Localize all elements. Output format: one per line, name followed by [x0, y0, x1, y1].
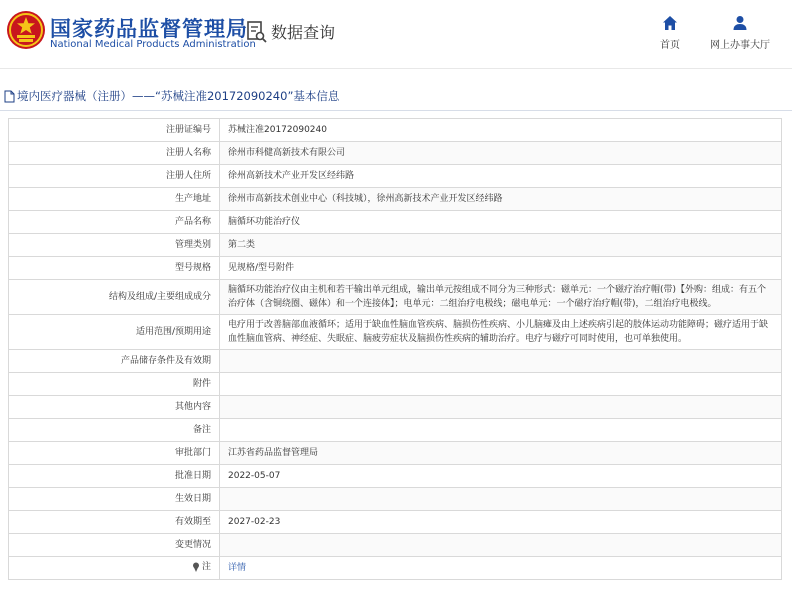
- note-label-cell: [9, 557, 220, 580]
- field-value: [220, 396, 782, 419]
- note-value-cell: [220, 557, 782, 580]
- field-value: 江苏省药品监督管理局: [220, 442, 782, 465]
- nav-online-hall[interactable]: [710, 15, 770, 51]
- user-icon: [732, 15, 748, 31]
- table-row: [9, 442, 782, 465]
- field-value: 2022-05-07: [220, 465, 782, 488]
- note-label-text: 注: [201, 561, 211, 572]
- document-search-icon: [247, 21, 267, 43]
- table-row: [9, 373, 782, 396]
- brand-name-en: National Medical Products Administration: [50, 39, 256, 50]
- home-icon: [662, 15, 678, 31]
- table-row: [9, 280, 782, 315]
- table-row: [9, 257, 782, 280]
- field-label: 注册人名称: [9, 142, 220, 165]
- field-value: [220, 350, 782, 373]
- data-query-link[interactable]: [247, 20, 335, 43]
- document-icon: [4, 90, 15, 103]
- field-value: 脑循环功能治疗仪: [220, 211, 782, 234]
- table-row: [9, 315, 782, 350]
- site-header: [0, 0, 792, 66]
- field-label: 产品名称: [9, 211, 220, 234]
- details-link[interactable]: 详情: [228, 563, 247, 573]
- field-value: 苏械注准20172090240: [220, 119, 782, 142]
- table-row: [9, 534, 782, 557]
- table-row: [9, 188, 782, 211]
- table-row: [9, 119, 782, 142]
- field-label: 生产地址: [9, 188, 220, 211]
- brand-name-cn: 国家药品监督管理局: [50, 17, 248, 41]
- table-row: [9, 419, 782, 442]
- section-title-text: 境内医疗器械（注册）——“苏械注准20172090240”基本信息: [17, 89, 340, 103]
- field-value: 第二类: [220, 234, 782, 257]
- field-value: [220, 419, 782, 442]
- nav-online-hall-label: 网上办事大厅: [710, 40, 770, 51]
- table-row: [9, 511, 782, 534]
- pin-icon: [192, 562, 200, 572]
- field-label: 批准日期: [9, 465, 220, 488]
- header-divider: [0, 68, 792, 69]
- field-label: 结构及组成/主要组成成分: [9, 280, 220, 315]
- field-value: 徐州市科健高新技术有限公司: [220, 142, 782, 165]
- field-label: 产品储存条件及有效期: [9, 350, 220, 373]
- field-value: [220, 373, 782, 396]
- nav-home[interactable]: [660, 15, 680, 51]
- field-value: [220, 488, 782, 511]
- table-row: [9, 142, 782, 165]
- registration-info-table: [8, 118, 782, 580]
- field-label: 有效期至: [9, 511, 220, 534]
- field-label: 审批部门: [9, 442, 220, 465]
- field-label: 附件: [9, 373, 220, 396]
- national-emblem-logo: [6, 10, 46, 50]
- table-row: [9, 350, 782, 373]
- field-label: 其他内容: [9, 396, 220, 419]
- field-value: [220, 534, 782, 557]
- field-value: 见规格/型号附件: [220, 257, 782, 280]
- field-label: 备注: [9, 419, 220, 442]
- field-label: 生效日期: [9, 488, 220, 511]
- table-row: [9, 396, 782, 419]
- field-label: 注册证编号: [9, 119, 220, 142]
- section-title: [4, 88, 339, 104]
- field-value: 徐州市高新技术创业中心（科技城），徐州高新技术产业开发区经纬路: [220, 188, 782, 211]
- data-query-label: 数据查询: [271, 23, 336, 42]
- field-value: 2027-02-23: [220, 511, 782, 534]
- field-value: 电疗用于改善脑部血液循环；适用于缺血性脑血管疾病、脑损伤性疾病、小儿脑瘫及由上述疾病引起的肢体运动功能障碍；磁疗适用于缺血性脑血管病、神经症、失眠症、脑疲劳症状及脑损伤性疾病的辅助治疗。电疗与磁疗可同时使用，也可单独使用。: [220, 315, 782, 350]
- field-label: 型号规格: [9, 257, 220, 280]
- field-label: 管理类别: [9, 234, 220, 257]
- table-row: [9, 165, 782, 188]
- field-label: 适用范围/预期用途: [9, 315, 220, 350]
- table-row: [9, 465, 782, 488]
- nav-home-label: 首页: [660, 40, 680, 51]
- field-label: 变更情况: [9, 534, 220, 557]
- field-value: 徐州高新技术产业开发区经纬路: [220, 165, 782, 188]
- note-label: [192, 560, 211, 574]
- table-row: [9, 211, 782, 234]
- section-divider: [0, 110, 792, 111]
- table-row: [9, 557, 782, 580]
- table-row: [9, 488, 782, 511]
- table-row: [9, 234, 782, 257]
- field-label: 注册人住所: [9, 165, 220, 188]
- field-value: 脑循环功能治疗仪由主机和若干输出单元组成，输出单元按组成不同分为三种形式：磁单元：一个磁疗治疗帽(带)【外购：组成：有五个治疗体（含铜绕圈、磁体）和一个连接体】；电单元：二组治疗电极线；磁电单元：一个磁疗治疗帽(带)，二组治疗电极线。: [220, 280, 782, 315]
